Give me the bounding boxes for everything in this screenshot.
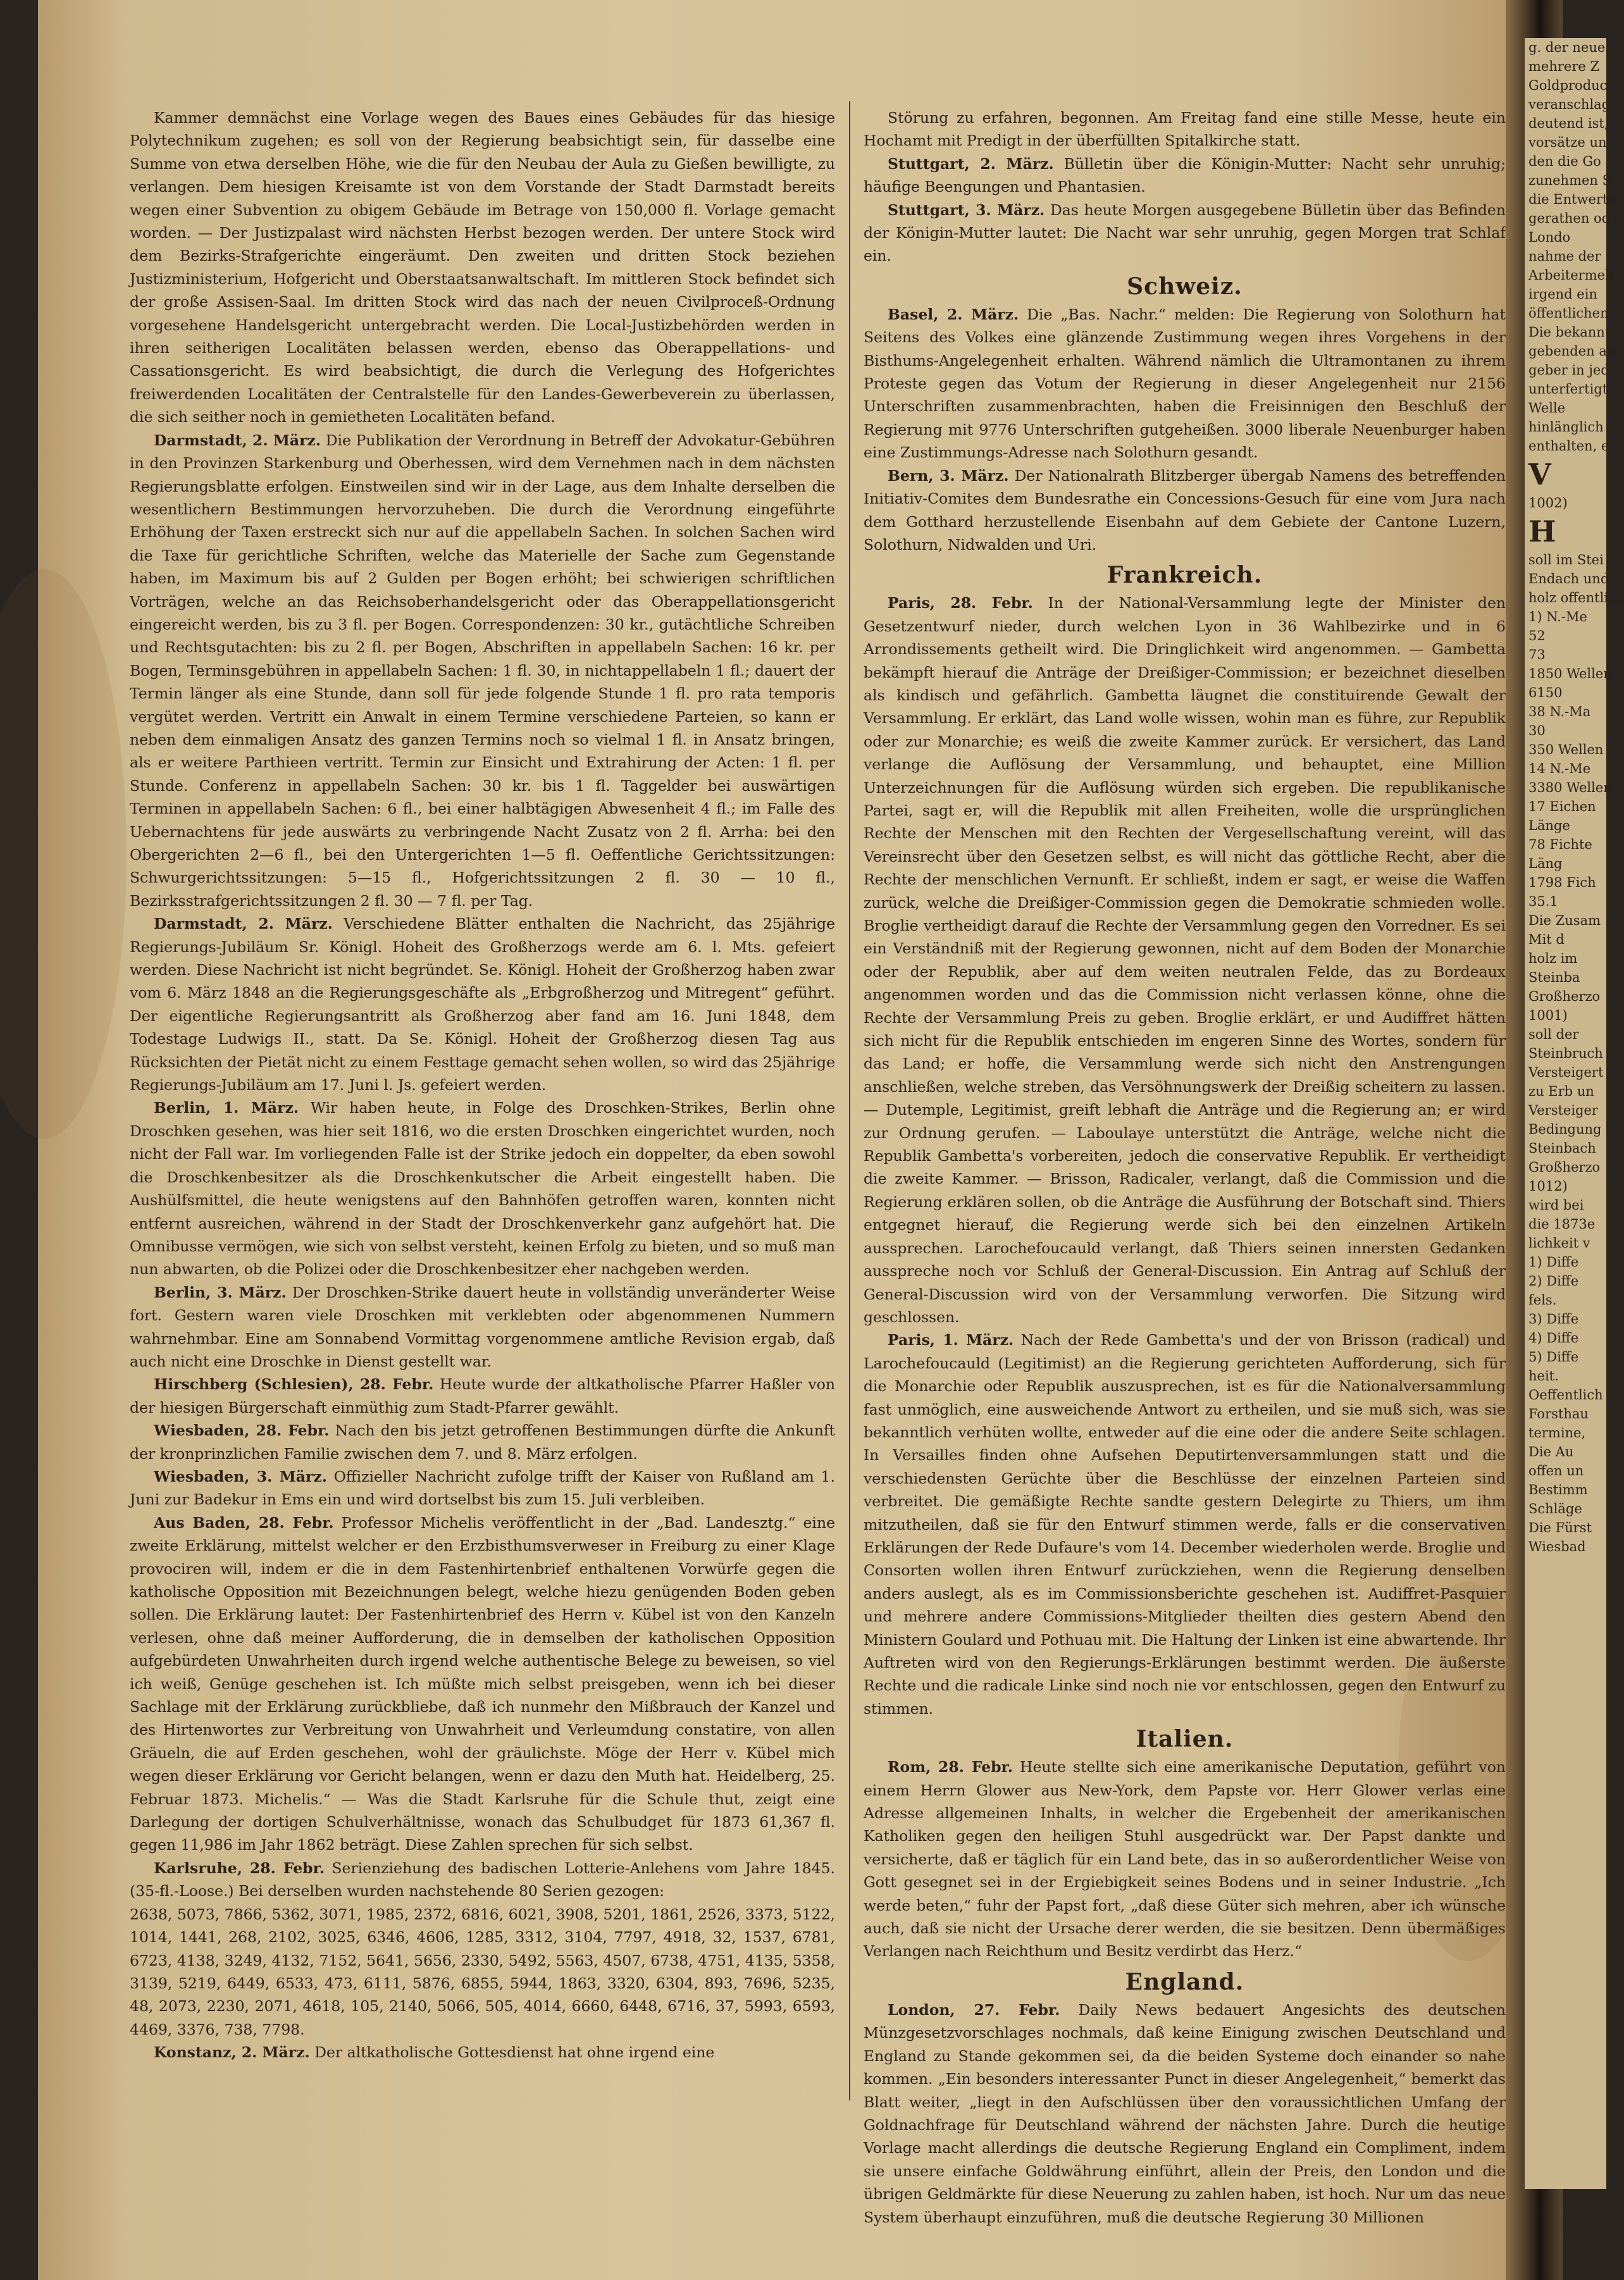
adjacent-page-fragment: 52 — [1528, 628, 1546, 643]
adjacent-page-fragment: deutend ist, — [1528, 116, 1609, 131]
adjacent-page-fragment: Goldproduc — [1528, 78, 1608, 93]
adjacent-page-fragment: Steinbach — [1528, 1141, 1596, 1156]
column-rule — [849, 101, 850, 2100]
adjacent-page-fragment: 4) Diffe — [1528, 1330, 1579, 1346]
adjacent-page-fragment: öffentlichen — [1528, 306, 1609, 321]
paragraph-text: Störung zu erfahren, begonnen. Am Freitag fand eine stille Messe, heute ein Hochamt mit Predigt in der überfüllten Spitalkirche statt. — [864, 109, 1506, 150]
dateline: Darmstadt, 2. März. — [154, 431, 321, 449]
adjacent-page-fragment: holz im — [1528, 951, 1578, 966]
adjacent-page-fragment: Die Au — [1528, 1444, 1574, 1459]
news-paragraph — [864, 592, 1506, 1329]
adjacent-page-fragment: die 1873e — [1528, 1217, 1596, 1232]
adjacent-page-fragment: 17 Eichen — [1528, 799, 1596, 814]
adjacent-page-fragment: Die Fürst — [1528, 1520, 1592, 1535]
adjacent-page-fragment: Steinba — [1528, 970, 1580, 985]
news-paragraph — [864, 1998, 1506, 2229]
dateline: Hirschberg (Schlesien), 28. Febr. — [154, 1375, 434, 1394]
paragraph-text: Kammer demnächst eine Vorlage wegen des Baues eines Gebäudes für das hiesige Polytechnikum zugehen; es soll von der Regierung beabsichtigt sein, für dasselbe eine Summe von etwa derselben Höhe, wie die für den Neubau der Aula zu Gießen bewilligte, zu verlangen. Dem hiesigen Kreisamte ist von dem Vorstande der Stadt Darmstadt bereits wegen einer Subvention zu obigem Gebäude im Betrage von 150,000 fl. Vorlage gemacht worden. — Der Justizpalast wird nächsten Herbst bezogen werden. Der untere Stock wird dem Bezirks-Strafgerichte eingeräumt. Den zweiten und dritten Stock beziehen Justizministerium, Hofgericht und Oberstaatsanwaltschaft. Im mittleren Stock befindet sich der große Assisen-Saal. Im dritten Stock wird das nach der neuen Civilproceß-Ordnung vorgesehene Handelsgericht untergebracht werden. Die Local-Justizbehörden werden in ihren seitherigen Localitäten belassen werden, ebenso das Oberappellations- und Cassationsgericht. Es wird beabsichtigt, die durch die Verlegung des Hofgerichtes freiwerdenden Localitäten der Centralstelle für den Landes-Gewerbeverein zu überlassen, die sich seither noch in gemietheten Localitäten befand. — [130, 109, 835, 426]
paragraph-text: Serienziehung des badischen Lotterie-Anlehens vom Jahre 1845. (35-fl.-Loose.) Bei derselben wurden nachstehende 80 Serien gezogen: — [130, 1859, 835, 1900]
paragraph-text: In der National-Versammlung legte der Minister den Gesetzentwurf nieder, durch welchen Lyon in 36 Wahlbezirke und in 6 Arrondissements getheilt wird. Die Dringlichkeit wird angenommen. — Gambetta bekämpft hierauf die Anträge der Dreißiger-Commission; er bezeichnet dieselben als kindisch und gefährlich. Gambetta läugnet die constituirende Gewalt der Versammlung. Er erklärt, das Land wolle wissen, wohin man es führe, zur Republik oder zur Monarchie; es weiß die zweite Kammer zurück. Er versichert, das Land verlange die Auflösung der Versammlung, und behauptet, eine Million Unterzeichnungen für die Auflösung würden sich ergeben. Die republikanische Partei, sagt er, will die Republik mit allen Freiheiten, wolle die ursprünglichen Rechte der Menschen mit den Rechten der Vergesellschaftung vereint, will das Vereinsrecht über den Gesetzen selbst, es will nicht das göttliche Recht, aber die Rechte der menschlichen Vernunft. Er schließt, indem er sagt, er weise die Waffen zurück, welche die Dreißiger-Commission gegen die Demokratie schmieden wolle. Broglie vertheidigt darauf die Rechte der Versammlung gegen den Vorredner. Es sei ein Verständniß mit der Regierung gewonnen, nicht auf dem Boden der Monarchie oder der Republik, aber auf dem weiten neutralen Felde, das zu Bordeaux angenommen worden und das die Commission nicht verlassen könne, ohne die Rechte der Versammlung Preis zu geben. Broglie erklärt, er und Audiffret hätten sich nicht für die Republik entschieden im engeren Sinne des Wortes, sondern für das Land; er hoffe, die Versammlung werde sich nicht den Anstrengungen anschließen, welche streben, das Versöhnungswerk der Dreißig scheitern zu lassen. — Dutemple, Legitimist, greift lebhaft die Anträge und die Regierung an; er wird zur Ordnung gerufen. — Laboulaye unterstützt die Anträge, welche nicht die Republik Gambetta's vorbereiten, jedoch die conservative Republik. Er vertheidigt die zweite Kammer. — Brisson, Radicaler, verlangt, daß die Commission und die Regierung erklären sollen, ob die Anträge die Ausführung der Botschaft sind. Thiers entgegnet hierauf, die Regierung werde sich bei den einzelnen Artikeln aussprechen. Larochefoucauld verlangt, daß Thiers seinen innersten Gedanken ausspreche noch vor Schluß der General-Discussion. Ein Antrag auf Schluß der General-Discussion wird von der Versammlung verworfen. Die Sitzung wird geschlossen. — [864, 594, 1506, 1326]
adjacent-page-fragment: Bestimm — [1528, 1482, 1588, 1497]
paragraph-text: Der Droschken-Strike dauert heute in vollständig unveränderter Weise fort. Gestern waren viele Droschken mit verklebten oder abgenommenen Nummern wahrnehmbar. Eine am Sonnabend Vormittag vorgenommene amtliche Revision ergab, daß auch nicht eine Droschke in Dienst gestellt war. — [130, 1283, 836, 1370]
news-paragraph — [864, 1756, 1506, 1963]
adjacent-page-fragment: 1002) — [1528, 495, 1568, 511]
news-paragraph — [130, 1281, 835, 1373]
paragraph-text: Nach der Rede Gambetta's und der von Brisson (radical) und Larochefoucauld (Legitimist) an die Regierung gerichteten Aufforderung, sich für die Monarchie oder Republik auszusprechen, ist es für die Nationalversammlung fast unmöglich, eine ausweichende Antwort zu ertheilen, und sie muß sich, was sie bekanntlich verhüten wollte, entweder auf die eine oder die andere Seite schlagen. In Versailles finden ohne Aufsehen Deputirtenversammlungen statt und die verschiedensten Gerüchte über die Beschlüsse der einzelnen Parteien sind verbreitet. Die gemäßigte Rechte sandte gestern Delegirte zu Thiers, um ihm mitzutheilen, daß sie für den Entwurf stimmen werde, falls er die conservativen Erklärungen der Rede Dufaure's vom 14. December wiederholen werde. Broglie und Consorten wollen ihren Entwurf zurückziehen, wenn die Regierung denselben anders auslegt, als es im Commissionsberichte geschehen ist. Audiffret-Pasquier und mehrere andere Commissions-Mitglieder theilten dies gestern Abend den Ministern Goulard und Pothuau mit. Die Haltung der Linken ist eine abwartende. Ihr Auftreten wird von den Regierungs-Erklärungen bestimmt werden. Die äußerste Rechte und die radicale Linke sind noch nie vor entschlossen, gegen den Entwurf zu stimmen. — [864, 1331, 1506, 1718]
section-heading: Italien. — [1136, 1726, 1234, 1753]
adjacent-page-fragment: Die Zusam — [1528, 913, 1601, 928]
news-paragraph — [864, 199, 1506, 268]
news-paragraph — [130, 912, 835, 1096]
adjacent-page-fragment: Läng — [1528, 856, 1563, 871]
adjacent-page-fragment: Schläge — [1528, 1501, 1582, 1516]
adjacent-page-fragment: 1012) — [1528, 1179, 1568, 1194]
news-paragraph — [130, 1511, 835, 1857]
adjacent-page-fragment: g. der neue — [1528, 40, 1606, 55]
dateline: Konstanz, 2. März. — [154, 2043, 310, 2062]
section-heading: Schweiz. — [1127, 273, 1243, 300]
adjacent-page-fragment: 350 Wellen — [1528, 742, 1604, 757]
lottery-numbers — [130, 1903, 835, 2041]
paragraph-text: Die Publikation der Verordnung in Betreff der Advokatur-Gebühren in den Provinzen Starkenburg und Oberhessen, wird dem Vernehmen nach in dem nächsten Regierungsblatte erfolgen. Einstweilen sind wir in der Lage, aus dem Inhalte derselben die wesentlichern Bestimmungen hervorzuheben. Die durch die Verordnung eingeführte Erhöhung der Taxen erstreckt sich nur auf die appellabeln Sachen. In solchen Sachen wird die Taxe für gerichtliche Schriften, welche das Materielle der Sache zum Gegenstande haben, im Maximum bis auf 2 Gulden per Bogen erhöht; bei schwierigen schriftlichen Vorträgen, welche an das Reichsoberhandelsgericht oder das Oberappellationsgericht eingereicht werden, bis zu 3 fl. per Bogen. Correspondenzen: 30 kr., gutächtliche Schreiben und Rechtsgutachten: bis zu 2 fl. per Bogen, Abschriften in appellabeln Sachen: 16 kr. per Bogen, Terminsgebühren in appellabeln Sachen: 1 fl. 30, in nichtappellabeln 1 fl.; dauert der Termin länger als eine Stunde, dann soll für jede folgende Stunde 1 fl. pro rata temporis vergütet werden. Vertritt ein Anwalt in einem Termine verschiedene Parteien, so kann er neben dem einmaligen Ansatz des ganzen Termins noch so vielmal 1 fl. in Ansatz bringen, als er weitere Parthieen vertritt. Termin zur Einsicht und Extrahirung der Acten: 1 fl. per Stunde. Conferenz in appellabeln Sachen: 30 kr. bis 1 fl. Taggelder bei auswärtigen Terminen in appellabeln Sachen: 6 fl., bei einer halbtägigen Abwesenheit 4 fl.; im Falle des Uebernachtens für jede auswärts zu verbringende Nacht Zusatz von 2 fl. Arrha: bei den Obergerichten 2—6 fl., bei den Untergerichten 1—5 fl. Oeffentliche Gerichtssitzungen: Schwurgerichtssitzungen: 5—15 fl., Hofgerichtssitzungen 2 fl. 30 — 10 fl., Bezirksstrafgerichtssitzungen 2 fl. 30 — 7 fl. per Tag. — [130, 431, 835, 910]
adjacent-page-fragment: Londo — [1528, 230, 1571, 245]
dateline: Rom, 28. Febr. — [888, 1758, 1013, 1776]
adjacent-page-fragment: 5) Diffe — [1528, 1349, 1579, 1365]
adjacent-page-fragment: 2) Diffe — [1528, 1273, 1579, 1289]
paper-stain — [0, 569, 127, 1139]
adjacent-page-fragment: Oeffentlich — [1528, 1387, 1603, 1403]
paragraph-text: Der altkatholische Gottesdienst hat ohne irgend eine — [314, 2043, 715, 2062]
adjacent-page-fragment: wird bei — [1528, 1198, 1584, 1213]
paragraph-text: Heute stellte sich eine amerikanische Deputation, geführt von einem Herrn Glower aus New-York, dem Papste vor. Herr Glower verlas eine Adresse allgemeinen Inhalts, in welcher die Ergebenheit der amerikanischen Katholiken gegen den heiligen Stuhl ausgedrückt war. Der Papst dankte und versicherte, daß er täglich für ein Land bete, das in so außerordentlicher Weise von Gott gesegnet sei in der Ergiebigkeit seines Bodens und in seiner Industrie. „Ich werde beten,“ fuhr der Papst fort, „daß diese Güter sich mehren, aber ich wünsche auch, daß sie nicht der Ursache derer werden, die sie besitzen. Denn übermäßiges Verlangen nach Reichthum und Besitz verdirbt das Herz.“ — [864, 1758, 1506, 1961]
adjacent-page-fragment: soll im Stei — [1528, 552, 1604, 567]
adjacent-page-fragment: irgend ein — [1528, 287, 1597, 302]
adjacent-page-fragment: Wiesbad — [1528, 1539, 1586, 1554]
dateline: Darmstadt, 2. März. — [154, 915, 333, 933]
adjacent-page-fragment: 1798 Fich — [1528, 875, 1596, 890]
adjacent-page-fragment: unterfertigt — [1528, 381, 1608, 397]
dateline: Paris, 28. Febr. — [888, 594, 1033, 612]
paragraph-text: Das heute Morgen ausgegebene Bülletin über das Befinden der Königin-Mutter lautet: Die Nacht war sehr unruhig, gegen Morgen trat Schlaf ein. — [864, 201, 1506, 265]
dateline: Stuttgart, 3. März. — [888, 201, 1045, 219]
adjacent-page-fragment: gerathen od — [1528, 211, 1611, 226]
adjacent-page-fragment: mehrere Z — [1528, 59, 1600, 74]
left-column — [130, 106, 835, 2064]
adjacent-page-fragment: soll der — [1528, 1027, 1579, 1042]
adjacent-page-fragment: 3380 Wellen — [1528, 780, 1612, 795]
news-paragraph — [864, 464, 1506, 557]
adjacent-page-fragment: vorsätze un — [1528, 135, 1607, 150]
news-paragraph — [130, 106, 835, 429]
adjacent-page-fragment: 1) N.-Me — [1528, 609, 1587, 624]
paragraph-text: Nach den bis jetzt getroffenen Bestimmungen dürfte die Ankunft der kronprinzlichen Familie zwischen dem 7. und 8. März erfolgen. — [130, 1422, 835, 1463]
news-paragraph — [864, 106, 1506, 152]
adjacent-page-fragment: Länge — [1528, 818, 1570, 833]
adjacent-page-fragment: 14 N.-Me — [1528, 761, 1591, 776]
paragraph-text: Offizieller Nachricht zufolge trifft der Kaiser von Rußland am 1. Juni zur Badekur in Ems ein und wird dortselbst bis zum 15. Juli verbleiben. — [130, 1467, 835, 1509]
news-paragraph — [864, 303, 1506, 464]
section-heading: England. — [1125, 1968, 1244, 1995]
section-heading: Frankreich. — [1106, 562, 1263, 589]
adjacent-page-edge — [1525, 38, 1624, 2189]
adjacent-page-fragment: enthalten, e — [1528, 438, 1609, 454]
adjacent-page-fragment: Arbeitermeh — [1528, 268, 1614, 283]
paragraph-text: 2638, 5073, 7866, 5362, 3071, 1985, 2372, 6816, 6021, 3908, 5201, 1861, 2526, 3373, 5122, 1014, 1441, 268, 2102, 3025, 6346, 4606, 1285, 3312, 3104, 7797, 4918, 32, 1537, 6781, 6723, 4138, 3249, 4132, 7152, 5641, 5656, 2330, 5492, 5563, 4507, 6738, 4751, 4135, 5358, 3139, 5219, 6449, 6533, 473, 6111, 5876, 6855, 5944, 1863, 3320, 6304, 893, 7696, 5235, 48, 2073, 2230, 2071, 4618, 105, 2140, 5066, 505, 4014, 6660, 6448, 6716, 37, 5993, 6593, 4469, 3376, 738, 7798. — [130, 1905, 835, 2038]
dateline: Berlin, 3. März. — [154, 1283, 287, 1301]
right-column — [864, 106, 1506, 2229]
news-paragraph — [130, 1373, 835, 1419]
dateline: Wiesbaden, 3. März. — [154, 1467, 327, 1485]
paragraph-text: Bülletin über die Königin-Mutter: Nacht sehr unruhig; häufige Beengungen und Phantasien. — [864, 154, 1506, 196]
adjacent-page-fragment: V — [1528, 457, 1551, 492]
newspaper-page — [38, 0, 1512, 2280]
adjacent-page-fragment: Die bekannt — [1528, 325, 1611, 340]
paragraph-text: Wir haben heute, in Folge des Droschken-Strikes, Berlin ohne Droschken gesehen, was hier seit 1816, wo die ersten Droschken eingerichtet wurden, noch nicht der Fall war. Im vorliegenden Falle ist der Strike jedoch ein doppelter, da eben sowohl die Droschkenbesitzer als die Droschkenkutscher die Arbeit eingestellt haben. Die Aushülfsmittel, die heute wenigstens auf den Bahnhöfen getroffen waren, konnten nicht entfernt ausreichen, während in der Stadt der Droschkenverkehr ganz aufgehört hat. Die Omnibusse vermögen, wie sich von selbst versteht, keinen Erfolg zu bieten, und so muß man nun abwarten, ob die Polizei oder die Droschkenbesitzer eher nachgeben werden. — [130, 1099, 836, 1279]
paragraph-text: Heute wurde der altkatholische Pfarrer Haßler von der hiesigen Bürgerschaft einmüthig zum Stadt-Pfarrer gewählt. — [130, 1375, 835, 1416]
dateline: London, 27. Febr. — [888, 2000, 1060, 2019]
adjacent-page-fragment: zunehmen S — [1528, 173, 1611, 188]
adjacent-page-fragment: Welle — [1528, 400, 1566, 416]
adjacent-page-fragment: Versteiger — [1528, 1103, 1598, 1118]
paragraph-text: Verschiedene Blätter enthalten die Nachricht, das 25jährige Regierungs-Jubiläum Sr. Königl. Hoheit des Großherzogs werde am 6. l. Mts. gefeiert werden. Diese Nachricht ist nicht begründet. Se. Königl. Hoheit der Großherzog haben zwar vom 6. März 1848 an die Regierungsgeschäfte als „Erbgroßherzog und Mitregent“ geführt. Der eigentliche Regierungsantritt als Großherzog aber fand am 16. Juni 1848, dem Todestage Ludwigs II., statt. Da Se. Königl. Hoheit der Großherzog diesen Tag aus Rücksichten der Pietät nicht zu einem Festtage gemacht sehen wollen, so wird das 25jährige Regierungs-Jubiläum am 17. Juni l. Js. gefeiert werden. — [130, 915, 835, 1094]
adjacent-page-fragment: 1850 Wellen — [1528, 666, 1612, 681]
paragraph-text: Professor Michelis veröffentlicht in der „Bad. Landesztg.“ eine zweite Erklärung, mittelst welcher er den Erzbisthumsverweser in Freiburg zu einer Klage provociren will, indem er die in dem Fastenhirtenbrief enthaltenen Vorwürfe gegen die katholische Opposition mit Bezeichnungen belegt, welche hiezu genügenden Boden geben sollen. Die Erklärung lautet: Der Fastenhirtenbrief des Herrn v. Kübel ist von den Kanzeln verlesen, ohne daß meiner Aufforderung, die in demselben der katholischen Opposition aufgebürdeten Unwahrheiten durch irgend welche authentische Belege zu beweisen, so viel ich weiß, Genüge geschehen ist. Ich müßte mich selbst preisgeben, wenn ich bei dieser Sachlage mit der Erklärung zurückbliebe, daß ich nunmehr den Mißbrauch der Kanzel und des Hirtenwortes zur Verbreitung von Unwahrheit und Verleumdung constatire, von allen Gräueln, die auf Erden geschehen, wohl der gräulichste. Möge der Herr v. Kübel mich wegen dieser Erklärung vor Gericht belangen, wenn er dazu den Muth hat. Heidelberg, 25. Februar 1873. Michelis.“ — Was die Stadt Karlsruhe für die Schule thut, zeigt eine Darlegung der dortigen Schulverhältnisse, wonach das Schulbudget für 1873 61,367 fl. gegen 11,986 im Jahr 1862 beträgt. Diese Zahlen sprechen für sich selbst. — [130, 1513, 835, 1854]
adjacent-page-fragment: 30 — [1528, 723, 1546, 738]
adjacent-page-fragment: die Entwerth — [1528, 192, 1616, 207]
news-paragraph — [130, 1465, 835, 1511]
news-paragraph — [130, 1096, 835, 1280]
adjacent-page-fragment: Großherzo — [1528, 989, 1601, 1004]
news-paragraph — [130, 1857, 835, 1903]
paragraph-text: Die „Bas. Nachr.“ melden: Die Regierung von Solothurn hat Seitens des Volkes eine glänzende Zustimmung wegen ihres Vorgehens in der Bisthums-Angelegenheit erhalten. Während nämlich die Ultramontanen zu ihrem Proteste gegen das Votum der Regierung in dieser Angelegenheit nur 2156 Unterschriften zusammenbrachten, haben die Freisinnigen den Beschluß der Regierung mit 9776 Unterschriften gutgeheißen. 3000 liberale Neuenburger haben eine Zustimmungs-Adresse nach Solothurn gesandt. — [864, 305, 1506, 462]
adjacent-page-fragment: zu Erb un — [1528, 1084, 1594, 1099]
news-paragraph — [864, 1329, 1506, 1720]
adjacent-page-fragment: nahme der — [1528, 249, 1601, 264]
dateline: Wiesbaden, 28. Febr. — [154, 1422, 330, 1440]
adjacent-page-fragment: veranschlag — [1528, 97, 1611, 112]
dateline: Stuttgart, 2. März. — [888, 154, 1054, 173]
adjacent-page-fragment: fels. — [1528, 1292, 1557, 1308]
paragraph-text: Der Nationalrath Blitzberger übergab Namens des betreffenden Initiativ-Comites dem Bundesrathe ein Concessions-Gesuch für eine vom Jura nach dem Gotthard herzustellende Eisenbahn auf dem Gebiete der Cantone Luzern, Solothurn, Nidwalden und Uri. — [864, 466, 1506, 554]
dateline: Karlsruhe, 28. Febr. — [154, 1859, 325, 1877]
adjacent-page-fragment: H — [1528, 514, 1556, 548]
adjacent-page-fragment: Forsthau — [1528, 1406, 1589, 1422]
adjacent-page-fragment: den die Go — [1528, 154, 1601, 169]
dateline: Basel, 2. März. — [888, 305, 1019, 323]
paragraph-text: Daily News bedauert Angesichts des deutschen Münzgesetzvorschlages nochmals, daß keine Einigung zwischen Deutschland und England zu Stande gekommen sei, da die beiden Systeme doch einander so nahe kommen. „Ein besonders interessanter Punct in dieser Angelegenheit,“ bemerkt das Blatt weiter, „liegt in den Aufschlüssen über den voraussichtlichen Umfang der Goldnachfrage für Deutschland während der nächsten Jahre. Durch die heutige Vorlage macht allerdings die deutsche Regierung England ein Compliment, indem sie unsere einfache Goldwährung einführt, allein der Preis, den London und die übrigen Geldmärkte für diese Neuerung zu zahlen haben, ist hoch. Nur um das neue System überhaupt einzuführen, muß die deutsche Regierung 30 Millionen — [864, 2000, 1506, 2226]
adjacent-page-fragment: Endach und — [1528, 571, 1609, 586]
adjacent-page-fragment: 35.1 — [1528, 894, 1558, 909]
adjacent-page-fragment: offen un — [1528, 1463, 1584, 1478]
news-paragraph — [130, 429, 835, 913]
adjacent-page-fragment: lichkeit v — [1528, 1236, 1590, 1251]
adjacent-page-fragment: Versteigert — [1528, 1065, 1604, 1080]
adjacent-page-fragment: Großherzo — [1528, 1160, 1601, 1175]
adjacent-page-fragment: 73 — [1528, 647, 1546, 662]
adjacent-page-fragment: 1001) — [1528, 1008, 1568, 1023]
dateline: Bern, 3. März. — [888, 466, 1009, 485]
adjacent-page-fragment: 78 Fichte — [1528, 837, 1592, 852]
adjacent-page-fragment: heit. — [1528, 1368, 1559, 1384]
dateline: Aus Baden, 28. Febr. — [154, 1513, 334, 1532]
news-paragraph — [864, 152, 1506, 199]
dateline: Berlin, 1. März. — [154, 1099, 299, 1117]
adjacent-page-fragment: hinlänglich — [1528, 419, 1604, 435]
news-paragraph — [130, 2041, 835, 2064]
news-paragraph — [130, 1419, 835, 1465]
adjacent-page-fragment: 1) Diffe — [1528, 1255, 1579, 1270]
adjacent-page-fragment: termine, — [1528, 1425, 1586, 1440]
adjacent-page-fragment: geber in jed — [1528, 362, 1609, 378]
adjacent-page-fragment: holz offentlich — [1528, 590, 1624, 605]
adjacent-page-fragment: Mit d — [1528, 932, 1565, 947]
adjacent-page-fragment: 38 N.-Ma — [1528, 704, 1591, 719]
adjacent-page-fragment: Bedingung — [1528, 1122, 1602, 1137]
dateline: Paris, 1. März. — [888, 1331, 1014, 1349]
adjacent-page-fragment: 6150 — [1528, 685, 1563, 700]
adjacent-page-fragment: Steinbruch — [1528, 1046, 1603, 1061]
adjacent-page-fragment: gebenden an — [1528, 344, 1616, 359]
adjacent-page-fragment: 3) Diffe — [1528, 1311, 1579, 1327]
